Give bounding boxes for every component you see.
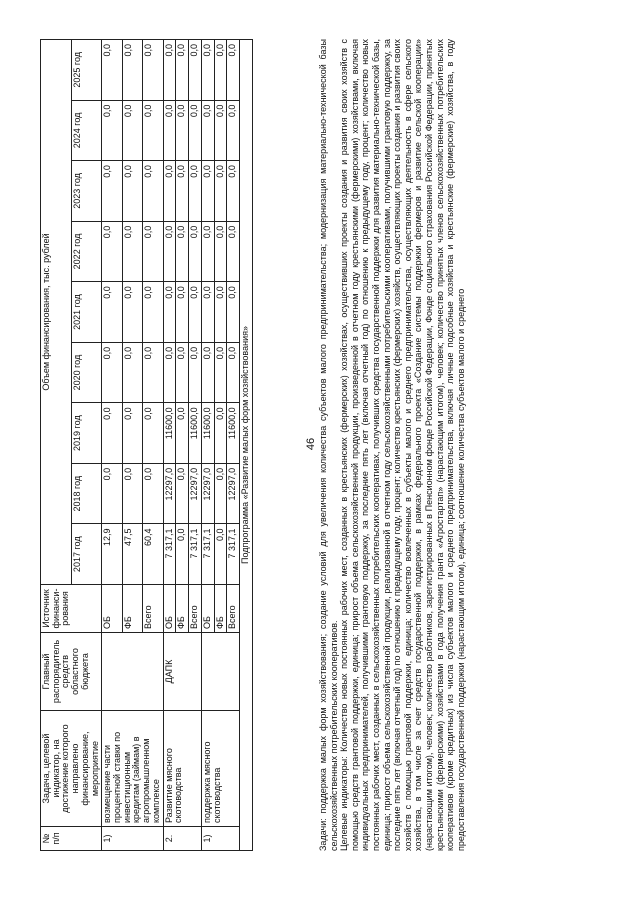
funding-cell: 0,0: [201, 221, 214, 282]
funding-cell: 0,0: [143, 161, 163, 222]
funding-cell: 0,0: [102, 342, 122, 403]
funding-cell: 0,0: [122, 40, 142, 101]
table-header-row: [41, 40, 72, 851]
funding-cell: 0,0: [227, 161, 240, 222]
funding-cell: 0,0: [189, 100, 202, 161]
funding-cell: 0,0: [201, 342, 214, 403]
funding-cell: 0,0: [227, 40, 240, 101]
funding-cell: 0,0: [189, 282, 202, 343]
column-header-funding: Объем финансирования, тыс. рублей: [41, 40, 72, 585]
funding-cell: 0,0: [214, 463, 227, 524]
funding-cell: 0,0: [227, 282, 240, 343]
year-header: 2025 год: [71, 40, 102, 101]
year-header: 2021 год: [71, 282, 102, 343]
funding-cell: 0,0: [122, 342, 142, 403]
funding-cell: 0,0: [214, 524, 227, 585]
funding-cell: 0,0: [102, 161, 122, 222]
tasks-and-indicators: [318, 39, 467, 851]
funding-cell: 0,0: [214, 40, 227, 101]
funding-cell: 0,0: [102, 221, 122, 282]
row-source: Всего: [189, 585, 202, 633]
funding-cell: 12297,0: [163, 463, 176, 524]
row-task: Развитие мясного скотоводства: [163, 711, 201, 827]
funding-cell: 0,0: [122, 221, 142, 282]
funding-cell: 11600,0: [227, 403, 240, 464]
funding-cell: 0,0: [102, 403, 122, 464]
funding-cell: 7 317,1: [189, 524, 202, 585]
year-header: 2018 год: [71, 463, 102, 524]
page-number: 46: [305, 437, 318, 451]
row-source: ОБ: [102, 585, 122, 633]
funding-cell: 0,0: [201, 40, 214, 101]
funding-cell: 0,0: [102, 463, 122, 524]
year-header: 2022 год: [71, 221, 102, 282]
row-manager: [201, 633, 239, 711]
funding-cell: 0,0: [122, 463, 142, 524]
funding-cell: 0,0: [102, 100, 122, 161]
funding-cell: 0,0: [163, 282, 176, 343]
funding-cell: 0,0: [176, 524, 189, 585]
funding-cell: 0,0: [176, 403, 189, 464]
funding-cell: 0,0: [201, 100, 214, 161]
funding-cell: 0,0: [122, 403, 142, 464]
funding-cell: 0,0: [143, 282, 163, 343]
funding-cell: 0,0: [189, 161, 202, 222]
table-row: [201, 40, 214, 851]
row-task: поддержка мясного скотоводства: [201, 711, 239, 827]
row-source: ОБ: [201, 585, 214, 633]
tasks-paragraph: Задачи: поддержка малых форм хозяйствования; создание условий для увеличения количества субъектов малого предпринимательства; модернизация материально-технической базы сельскохозяйственных потребительских кооперативов.: [318, 39, 339, 851]
funding-cell: 0,0: [189, 342, 202, 403]
funding-cell: 0,0: [163, 221, 176, 282]
row-source: Всего: [143, 585, 163, 633]
funding-cell: 0,0: [214, 403, 227, 464]
column-header-task: Задача, целевой индикатор, на достижение которого направлено финансирование, мероприятие: [41, 711, 102, 827]
year-header: 2017 год: [71, 524, 102, 585]
funding-cell: 0,0: [214, 282, 227, 343]
funding-cell: 0,0: [122, 100, 142, 161]
row-source: ФБ: [214, 585, 227, 633]
funding-cell: 0,0: [102, 282, 122, 343]
funding-cell: 0,0: [189, 40, 202, 101]
row-source: ОБ: [163, 585, 176, 633]
column-header-source: Источник финанси-рования: [41, 585, 102, 633]
funding-cell: 0,0: [143, 40, 163, 101]
table-body: [102, 40, 252, 851]
funding-cell: 0,0: [201, 282, 214, 343]
funding-table: [40, 39, 253, 851]
subprogram-title: Подпрограмма «Развитие малых форм хозяйствования»: [239, 40, 252, 851]
funding-cell: 7 317,1: [227, 524, 240, 585]
table-row: [102, 40, 122, 851]
table-row: [163, 40, 176, 851]
funding-cell: 0,0: [189, 221, 202, 282]
funding-cell: 11600,0: [189, 403, 202, 464]
funding-cell: 0,0: [163, 100, 176, 161]
funding-cell: 0,0: [143, 342, 163, 403]
row-source: ФБ: [176, 585, 189, 633]
funding-cell: 0,0: [214, 342, 227, 403]
year-header: 2020 год: [71, 342, 102, 403]
funding-cell: 0,0: [122, 161, 142, 222]
funding-cell: 0,0: [227, 342, 240, 403]
funding-cell: 0,0: [143, 100, 163, 161]
row-manager: ДАПК: [163, 633, 201, 711]
row-number: 2.: [163, 827, 201, 851]
funding-cell: 0,0: [176, 40, 189, 101]
funding-cell: 60,4: [143, 524, 163, 585]
funding-cell: 0,0: [143, 403, 163, 464]
row-task: возмещение части процентной ставки по инвестиционным кредитам (займам) в агропромышленном комплексе: [102, 711, 163, 827]
funding-cell: 0,0: [227, 100, 240, 161]
column-header-num: № п/п: [41, 827, 102, 851]
row-manager: [102, 633, 163, 711]
funding-cell: 0,0: [163, 161, 176, 222]
funding-cell: 0,0: [227, 221, 240, 282]
funding-cell: 12297,0: [189, 463, 202, 524]
funding-cell: 0,0: [176, 282, 189, 343]
funding-cell: 12,9: [102, 524, 122, 585]
funding-cell: 11600,0: [201, 403, 214, 464]
funding-cell: 0,0: [176, 161, 189, 222]
funding-cell: 0,0: [176, 463, 189, 524]
row-source: Всего: [227, 585, 240, 633]
funding-cell: 0,0: [176, 100, 189, 161]
funding-cell: 0,0: [214, 221, 227, 282]
row-source: ФБ: [122, 585, 142, 633]
funding-cell: 0,0: [143, 463, 163, 524]
funding-cell: 0,0: [176, 342, 189, 403]
funding-cell: 12297,0: [227, 463, 240, 524]
indicators-paragraph: Целевые индикаторы: Количество новых постоянных рабочих мест, созданных в крестьянских (фермерских) хозяйствах, осуществивших проекты создания и развития своих хозяйств с помощью средств грантовой поддержки, единица; прирост объема сельскохозяйственной продукции, произведенной в отчетном году крестьянскими (фермерскими) хозяйствами, включая индивидуальных предпринимателей, получившими грантовую поддержку, за последние пять лет (включая отчетный год) по отношению к предыдущему году, процент; количество новых постоянных рабочих мест, созданных в сельскохозяйственных потребительских кооперативах, получивших средства государственной поддержки для развития материально-технической базы, единица; прирост объема сельскохозяйственной продукции, реализованной в отчетном году сельскохозяйственными потребительскими кооперативами, получившими грантовую поддержку, за последние пять лет (включая отчетный год) по отношению к предыдущему году, процент; количество крестьянских (фермерских) хозяйств, осуществляющих проекты создания и развития своих хозяйств с помощью грантовой поддержки, единица; количество вовлеченных в субъекты малого и среднего предпринимательства, осуществляющих деятельность в сфере сельского хозяйства, в том числе за счет средств государственной поддержки, в рамках федерального проекта «Создание системы поддержки фермеров и развитие сельской кооперации» (нарастающим итогом), человек; количество работников, зарегистрированных в Пенсионном фонде Российской Федерации, Фонде социального страхования Российской Федерации, принятых крестьянскими (фермерскими) хозяйствами в года получения гранта «Агростартап» (нарастающим итогом), человек; количество принятых членов сельскохозяйственных потребительских кооперативов (кроме кредитных) из числа субъектов малого и среднего предпринимательства, включая личные подсобные хозяйства и крестьянские (фермерские) хозяйства, в году предоставления государственной поддержки (нарастающим итогом), единица; соотношение количества субъектов малого и среднего: [339, 39, 466, 851]
funding-cell: 0,0: [163, 342, 176, 403]
year-header: 2023 год: [71, 161, 102, 222]
column-header-manager: Главный распорядитель средств областного бюджета: [41, 633, 102, 711]
row-number: 1): [201, 827, 239, 851]
funding-cell: 0,0: [122, 282, 142, 343]
funding-cell: 0,0: [163, 40, 176, 101]
funding-cell: 12297,0: [201, 463, 214, 524]
funding-cell: 11600,0: [163, 403, 176, 464]
funding-cell: 0,0: [214, 161, 227, 222]
funding-cell: 0,0: [102, 40, 122, 101]
year-header: 2024 год: [71, 100, 102, 161]
funding-cell: 7 317,1: [201, 524, 214, 585]
funding-cell: 47,5: [122, 524, 142, 585]
year-header: 2019 год: [71, 403, 102, 464]
funding-cell: 0,0: [201, 161, 214, 222]
funding-cell: 0,0: [176, 221, 189, 282]
funding-cell: 0,0: [143, 221, 163, 282]
row-number: 1): [102, 827, 163, 851]
funding-cell: 7 317,1: [163, 524, 176, 585]
subprogram-row: [239, 40, 252, 851]
funding-cell: 0,0: [214, 100, 227, 161]
